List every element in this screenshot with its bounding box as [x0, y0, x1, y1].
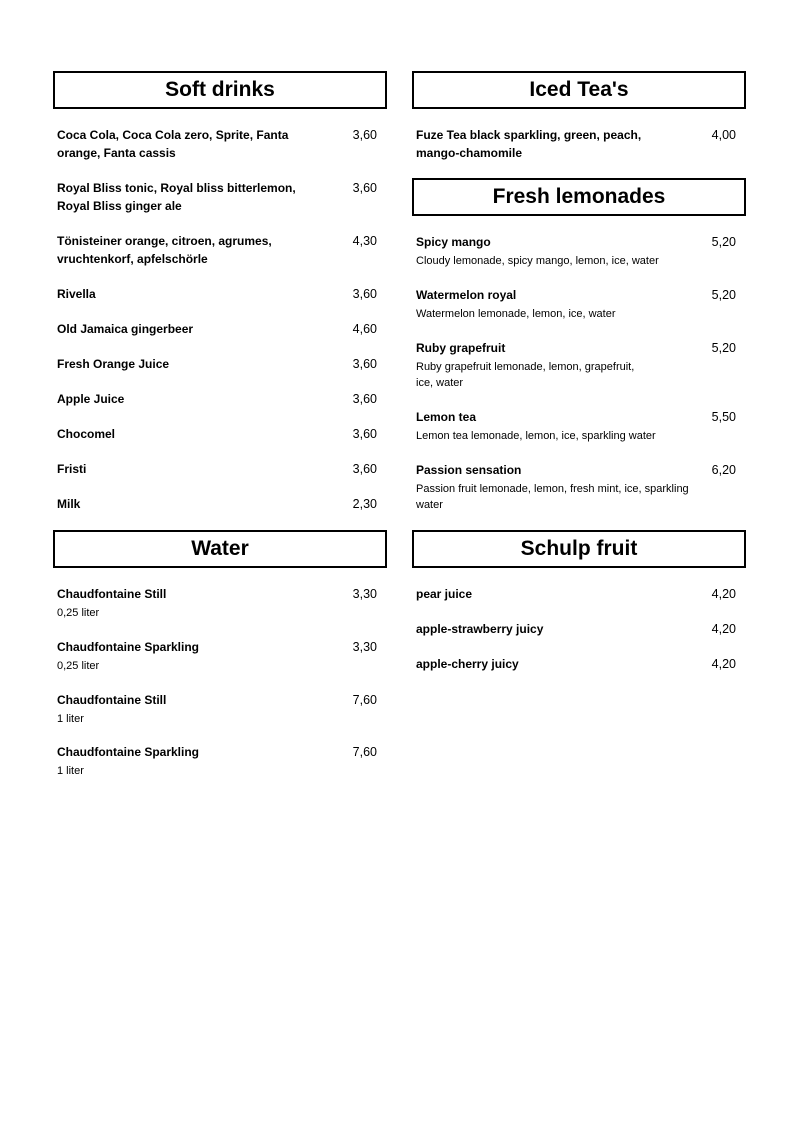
item-price: 4,00 — [711, 128, 736, 142]
item-name: Chaudfontaine Still — [57, 587, 167, 601]
water-heading: Water — [53, 530, 387, 568]
item-price: 3,30 — [352, 640, 377, 654]
item-description: 0,25 liter — [57, 607, 100, 619]
menu-item — [416, 655, 736, 673]
item-name: Apple Juice — [57, 392, 125, 406]
item-description: Lemon tea lemonade, lemon, ice, sparkling water — [416, 430, 656, 442]
item-price: 4,20 — [711, 587, 736, 601]
item-name: apple-strawberry juicy — [416, 622, 544, 636]
menu-item — [57, 320, 377, 338]
item-price: 3,60 — [352, 392, 377, 406]
item-name: Fresh Orange Juice — [57, 357, 170, 371]
menu-item — [57, 495, 377, 513]
item-name: Watermelon royal — [416, 288, 517, 302]
item-price: 2,30 — [352, 497, 377, 511]
item-name: Ruby grapefruit — [416, 341, 506, 355]
item-price: 5,20 — [711, 341, 736, 355]
item-name: Tönisteiner orange, citroen, agrumes, vruchtenkorf, apfelschörle — [57, 234, 272, 266]
item-name: Chocomel — [57, 427, 116, 441]
item-description: 1 liter — [57, 713, 84, 725]
menu-item — [57, 460, 377, 478]
item-description: Ruby grapefruit lemonade, lemon, grapefruit, ice, water — [416, 361, 635, 389]
menu-item — [416, 339, 736, 391]
item-price: 3,60 — [352, 462, 377, 476]
item-name: apple-cherry juicy — [416, 657, 519, 671]
item-name: pear juice — [416, 587, 473, 601]
item-description: 1 liter — [57, 765, 84, 777]
menu-item — [57, 355, 377, 373]
item-description: Passion fruit lemonade, lemon, fresh mint, ice, sparkling water — [416, 483, 689, 511]
item-price: 4,20 — [711, 657, 736, 671]
item-description: 0,25 liter — [57, 660, 100, 672]
item-price: 4,20 — [711, 622, 736, 636]
item-description: Watermelon lemonade, lemon, ice, water — [416, 308, 616, 320]
item-name: Chaudfontaine Sparkling — [57, 745, 200, 759]
menu-item — [57, 691, 377, 727]
item-price: 3,60 — [352, 181, 377, 195]
item-description: Cloudy lemonade, spicy mango, lemon, ice, water — [416, 255, 659, 267]
menu-item — [57, 425, 377, 443]
menu-item — [57, 285, 377, 303]
item-price: 5,20 — [711, 235, 736, 249]
item-name: Rivella — [57, 287, 96, 301]
item-name: Coca Cola, Coca Cola zero, Sprite, Fanta orange, Fanta cassis — [57, 128, 289, 160]
item-name: Lemon tea — [416, 410, 477, 424]
menu-item — [57, 232, 377, 268]
menu-item — [57, 126, 377, 162]
menu-item — [57, 179, 377, 215]
item-price: 5,50 — [711, 410, 736, 424]
item-name: Fuze Tea black sparkling, green, peach, mango-chamomile — [416, 128, 642, 160]
item-price: 4,30 — [352, 234, 377, 248]
item-price: 3,30 — [352, 587, 377, 601]
item-name: Passion sensation — [416, 463, 522, 477]
item-price: 3,60 — [352, 287, 377, 301]
item-name: Old Jamaica gingerbeer — [57, 322, 194, 336]
item-name: Milk — [57, 497, 81, 511]
menu-item — [416, 620, 736, 638]
item-name: Royal Bliss tonic, Royal bliss bitterlemon, Royal Bliss ginger ale — [57, 181, 296, 213]
item-price: 3,60 — [352, 427, 377, 441]
menu-item — [416, 461, 736, 513]
fresh-lemonades-heading: Fresh lemonades — [412, 178, 746, 216]
menu-item — [416, 286, 736, 322]
soft-drinks-heading: Soft drinks — [53, 71, 387, 109]
schulp-fruit-heading: Schulp fruit — [412, 530, 746, 568]
item-price: 3,60 — [352, 128, 377, 142]
item-price: 6,20 — [711, 463, 736, 477]
menu-item — [57, 585, 377, 621]
item-name: Spicy mango — [416, 235, 491, 249]
item-price: 7,60 — [352, 745, 377, 759]
item-price: 4,60 — [352, 322, 377, 336]
iced-tea-heading: Iced Tea's — [412, 71, 746, 109]
menu-item — [57, 390, 377, 408]
item-price: 7,60 — [352, 693, 377, 707]
menu-item — [416, 233, 736, 269]
menu-item — [416, 585, 736, 603]
item-price: 3,60 — [352, 357, 377, 371]
menu-item — [416, 126, 736, 162]
item-name: Chaudfontaine Sparkling — [57, 640, 200, 654]
menu-item — [57, 638, 377, 674]
item-name: Chaudfontaine Still — [57, 693, 167, 707]
menu-item — [57, 743, 377, 779]
item-price: 5,20 — [711, 288, 736, 302]
menu-item — [416, 408, 736, 444]
item-name: Fristi — [57, 462, 87, 476]
